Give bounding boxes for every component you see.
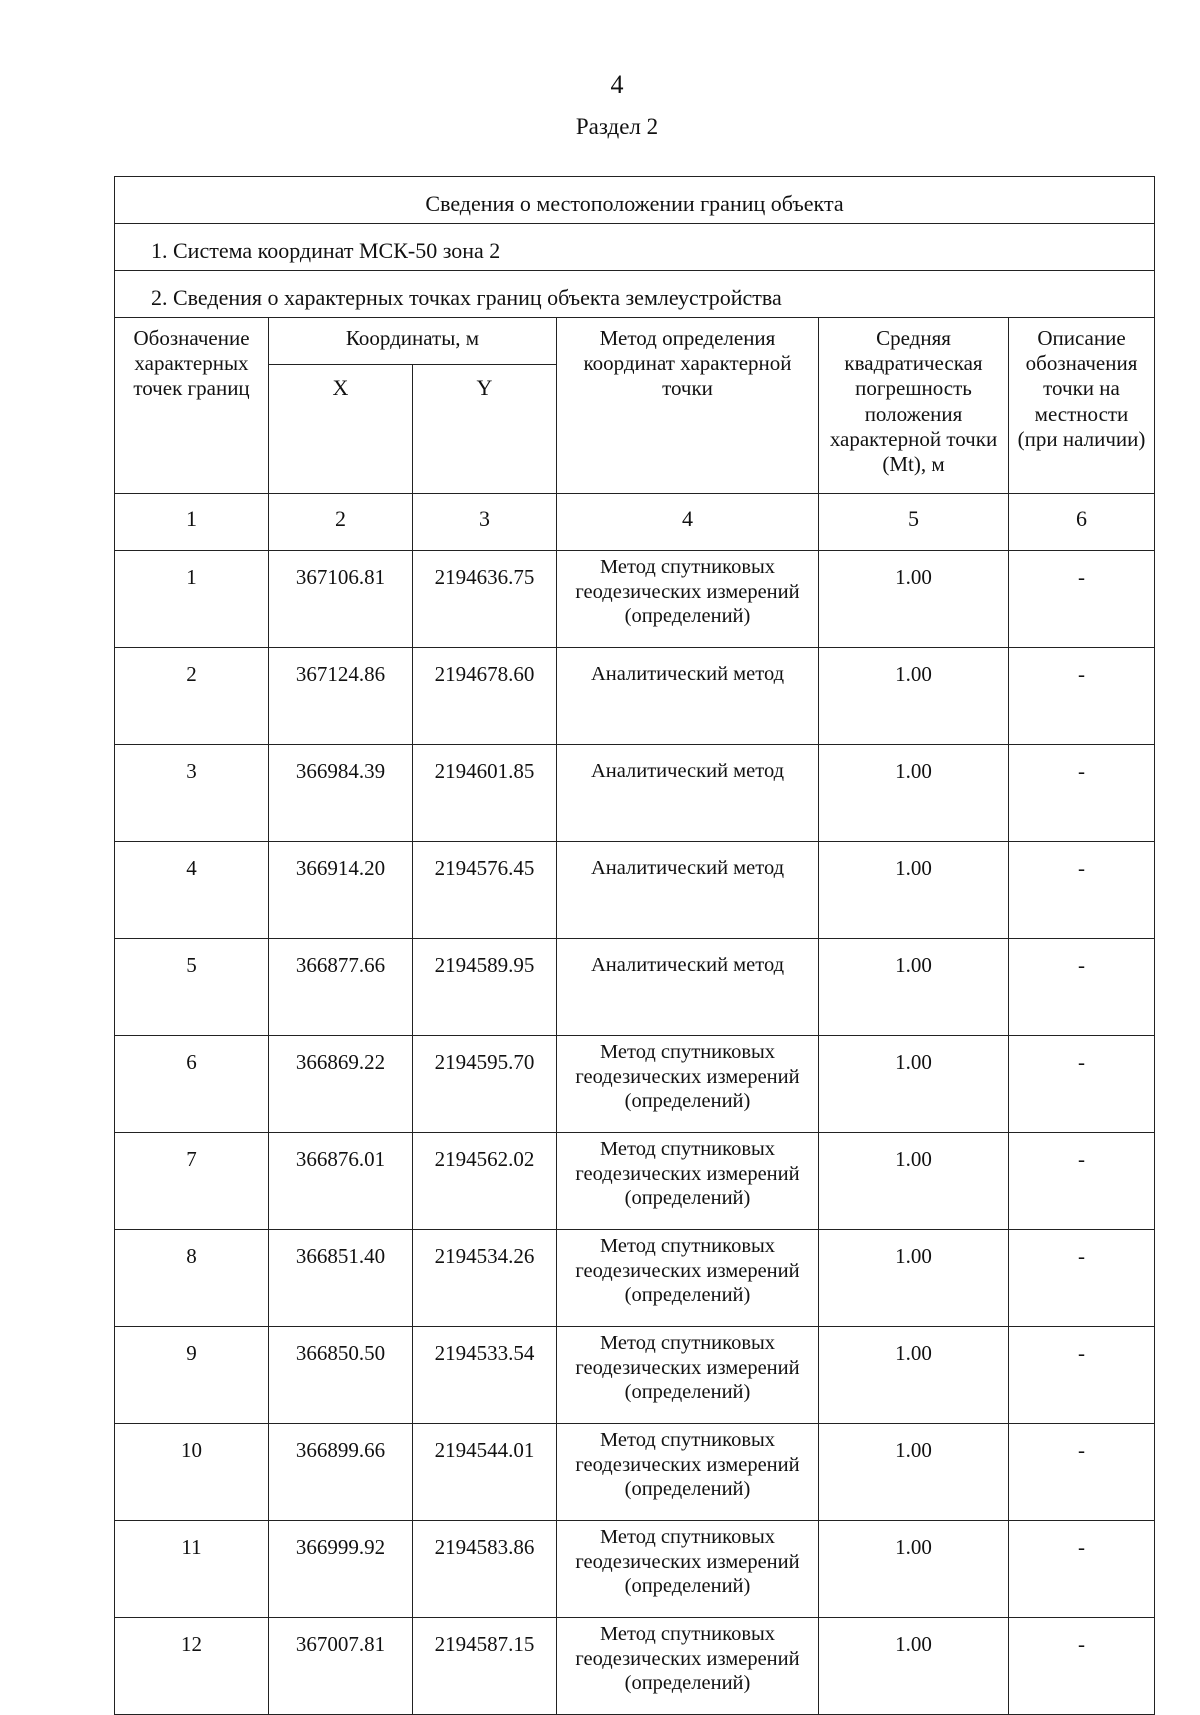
error-cell: 1.00 [819, 648, 1009, 745]
boundary-points-table [114, 176, 1155, 1715]
error-cell: 1.00 [819, 1133, 1009, 1230]
header-coords-label: Координаты, м [269, 318, 557, 365]
method-cell: Метод спутниковых геодезических измерений (определений) [557, 1327, 819, 1424]
method-cell: Метод спутниковых геодезических измерений (определений) [557, 1230, 819, 1327]
column-number: 1 [115, 494, 269, 551]
y-coordinate-cell: 2194544.01 [413, 1424, 557, 1521]
point-cell: 10 [115, 1424, 269, 1521]
x-coordinate-cell: 366984.39 [269, 745, 413, 842]
y-coordinate-cell: 2194601.85 [413, 745, 557, 842]
point-cell: 2 [115, 648, 269, 745]
y-coordinate-cell: 2194583.86 [413, 1521, 557, 1618]
point-cell: 5 [115, 939, 269, 1036]
error-cell: 1.00 [819, 551, 1009, 648]
x-coordinate-cell: 366899.66 [269, 1424, 413, 1521]
y-coordinate-cell: 2194587.15 [413, 1618, 557, 1715]
header-row [115, 318, 1155, 365]
table-row [115, 1230, 1155, 1327]
description-cell: - [1009, 842, 1155, 939]
coord-system-row [115, 224, 1155, 271]
method-cell: Аналитический метод [557, 745, 819, 842]
description-cell: - [1009, 1327, 1155, 1424]
error-cell: 1.00 [819, 1036, 1009, 1133]
method-cell: Аналитический метод [557, 842, 819, 939]
x-coordinate-cell: 367007.81 [269, 1618, 413, 1715]
points-heading-row [115, 271, 1155, 318]
y-coordinate-cell: 2194562.02 [413, 1133, 557, 1230]
table-row [115, 842, 1155, 939]
description-cell: - [1009, 648, 1155, 745]
method-cell: Метод спутниковых геодезических измерений (определений) [557, 1133, 819, 1230]
error-cell: 1.00 [819, 842, 1009, 939]
error-cell: 1.00 [819, 1327, 1009, 1424]
header-point-label: Обозначение характерных точек границ [115, 318, 269, 494]
point-cell: 4 [115, 842, 269, 939]
method-cell: Метод спутниковых геодезических измерений (определений) [557, 1036, 819, 1133]
header-method-label: Метод определения координат характерной точки [557, 318, 819, 494]
x-coordinate-cell: 367124.86 [269, 648, 413, 745]
y-coordinate-cell: 2194534.26 [413, 1230, 557, 1327]
error-cell: 1.00 [819, 745, 1009, 842]
column-number: 5 [819, 494, 1009, 551]
y-coordinate-cell: 2194589.95 [413, 939, 557, 1036]
description-cell: - [1009, 745, 1155, 842]
method-cell: Метод спутниковых геодезических измерений (определений) [557, 551, 819, 648]
column-number: 6 [1009, 494, 1155, 551]
method-cell: Метод спутниковых геодезических измерений (определений) [557, 1521, 819, 1618]
description-cell: - [1009, 1036, 1155, 1133]
description-cell: - [1009, 939, 1155, 1036]
table-row [115, 745, 1155, 842]
section-title: Раздел 2 [575, 114, 659, 139]
x-coordinate-cell: 366877.66 [269, 939, 413, 1036]
x-coordinate-cell: 366851.40 [269, 1230, 413, 1327]
y-coordinate-cell: 2194636.75 [413, 551, 557, 648]
table-row [115, 1424, 1155, 1521]
table-title: Сведения о местоположении границ объекта [115, 177, 1155, 224]
point-cell: 6 [115, 1036, 269, 1133]
error-cell: 1.00 [819, 1424, 1009, 1521]
method-cell: Аналитический метод [557, 939, 819, 1036]
description-cell: - [1009, 1133, 1155, 1230]
coord-system: 1. Система координат МСК-50 зона 2 [115, 224, 1155, 271]
header-y-label: Y [413, 365, 557, 494]
x-coordinate-cell: 366850.50 [269, 1327, 413, 1424]
header-error-label: Средняя квадратическая погрешность положения характерной точки (Mt), м [819, 318, 1009, 494]
table-title-row [115, 177, 1155, 224]
method-cell: Аналитический метод [557, 648, 819, 745]
x-coordinate-cell: 366876.01 [269, 1133, 413, 1230]
error-cell: 1.00 [819, 939, 1009, 1036]
method-cell: Метод спутниковых геодезических измерений (определений) [557, 1424, 819, 1521]
table-row [115, 551, 1155, 648]
y-coordinate-cell: 2194533.54 [413, 1327, 557, 1424]
y-coordinate-cell: 2194678.60 [413, 648, 557, 745]
error-cell: 1.00 [819, 1521, 1009, 1618]
x-coordinate-cell: 366869.22 [269, 1036, 413, 1133]
table-row [115, 1521, 1155, 1618]
table-row [115, 1133, 1155, 1230]
header-description-label: Описание обозначения точки на местности (при наличии) [1009, 318, 1155, 494]
table-row [115, 1327, 1155, 1424]
y-coordinate-cell: 2194576.45 [413, 842, 557, 939]
x-coordinate-cell: 366914.20 [269, 842, 413, 939]
column-number: 4 [557, 494, 819, 551]
method-cell: Метод спутниковых геодезических измерений (определений) [557, 1618, 819, 1715]
point-cell: 7 [115, 1133, 269, 1230]
header-x-label: X [269, 365, 413, 494]
error-cell: 1.00 [819, 1230, 1009, 1327]
table-row [115, 939, 1155, 1036]
table-row [115, 1036, 1155, 1133]
y-coordinate-cell: 2194595.70 [413, 1036, 557, 1133]
column-number: 3 [413, 494, 557, 551]
description-cell: - [1009, 1521, 1155, 1618]
point-cell: 3 [115, 745, 269, 842]
point-cell: 11 [115, 1521, 269, 1618]
point-cell: 12 [115, 1618, 269, 1715]
description-cell: - [1009, 1230, 1155, 1327]
description-cell: - [1009, 551, 1155, 648]
points-heading: 2. Сведения о характерных точках границ объекта землеустройства [115, 271, 1155, 318]
x-coordinate-cell: 367106.81 [269, 551, 413, 648]
x-coordinate-cell: 366999.92 [269, 1521, 413, 1618]
description-cell: - [1009, 1424, 1155, 1521]
table-row [115, 648, 1155, 745]
description-cell: - [1009, 1618, 1155, 1715]
point-cell: 8 [115, 1230, 269, 1327]
page-number: 4 [610, 70, 624, 99]
point-cell: 1 [115, 551, 269, 648]
table-row [115, 1618, 1155, 1715]
column-number: 2 [269, 494, 413, 551]
column-numbers-row [115, 494, 1155, 551]
point-cell: 9 [115, 1327, 269, 1424]
error-cell: 1.00 [819, 1618, 1009, 1715]
